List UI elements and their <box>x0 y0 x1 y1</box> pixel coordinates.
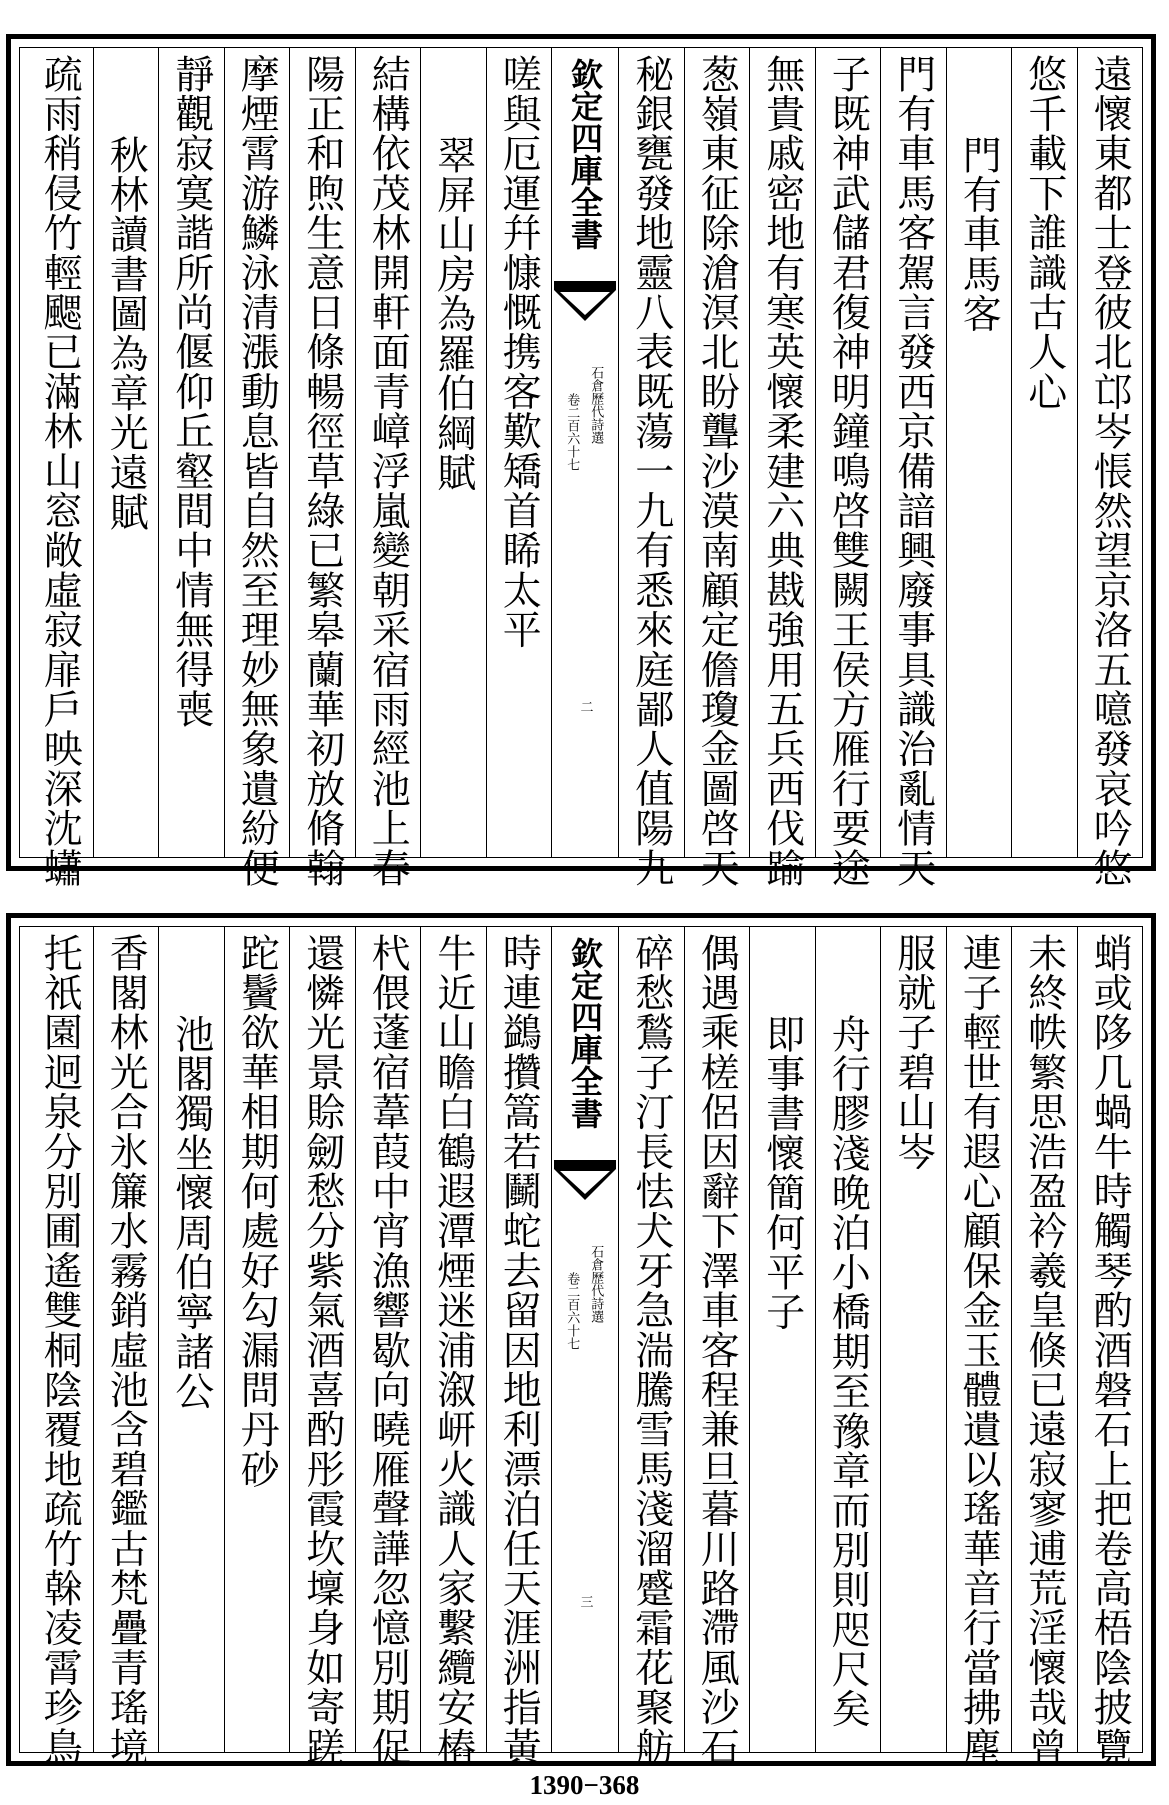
fascicle-number: 卷二百六十七 <box>564 393 580 471</box>
text-frame <box>19 47 1143 888</box>
collection-title: 石倉歷代詩選 <box>588 1245 604 1323</box>
text-column: 陽正和煦生意日條暢徑草綠已繁皋蘭華初放脩翰 <box>289 48 355 857</box>
text-column: 牛近山瞻白鶴遐潭煙迷浦溆岍火識人家繫纜安樁 <box>420 927 486 1752</box>
text-column: 連子輕世有遐心顧保金玉體遺以瑤華音行當拂塵 <box>946 927 1012 1752</box>
text-column: 遠懷東都士登彼北邙岑悵然望京洛五噫發哀吟悠 <box>1077 48 1143 857</box>
text-column: 杙偎蓬宿葦葭中宵漁響歇向曉雁聲譁忽憶別期促 <box>355 927 421 1752</box>
poem-title-column: 即事書懷簡何平子 <box>749 927 815 1752</box>
text-column: 門有車馬客駕言發西京備諳興廢事具識治亂情天 <box>880 48 946 857</box>
text-column: 碎愁鶖子汀長怯犬牙急湍騰雪馬淺溜蹙霜花聚舫 <box>618 927 684 1752</box>
poem-title-column: 門有車馬客 <box>946 48 1012 857</box>
collection-header-label: 欽定四庫全書 <box>566 58 604 250</box>
bottom-folio-page <box>6 913 1156 1766</box>
text-column: 悠千載下誰識古人心 <box>1011 48 1077 857</box>
center-fold-column <box>551 927 618 1752</box>
text-column: 香閣林光合氷簾水霧銷虛池含碧鑑古梵疊青瑤境 <box>93 927 159 1752</box>
fascicle-number: 卷二百六十七 <box>564 1272 580 1350</box>
text-frame <box>19 926 1143 1767</box>
text-column: 秘銀甕發地靈八表既蕩一九有悉來庭鄙人值陽九 <box>618 48 684 857</box>
fish-tail-mark <box>554 1160 616 1212</box>
text-column: 靜觀寂寞諧所尚偃仰丘壑間中情無得喪 <box>158 48 224 857</box>
text-column: 疏雨稍侵竹輕颸已滿林山窓敞虛寂扉戶映深沈蠨 <box>37 54 83 888</box>
text-column: 還憐光景賒劒愁分紫氣酒喜酌彤霞坎壈身如寄蹉 <box>289 927 355 1752</box>
text-column: 子既神武儲君復神明鐘鳴啓雙闕王侯方雁行要途 <box>815 48 881 857</box>
poem-title-column: 池閣獨坐懷周伯寧諸公 <box>158 927 224 1752</box>
text-column: 跎鬢欲華相期何處好勾漏問丹砂 <box>224 927 290 1752</box>
text-column: 無貴戚密地有寒英懷柔建六典戡強用五兵西伐踰 <box>749 48 815 857</box>
text-column: 偶遇乘槎侶因辭下澤車客程兼旦暮川路滯風沙石 <box>684 927 750 1752</box>
page-number: 1390−368 <box>529 1770 640 1800</box>
fish-tail-mark <box>554 281 616 333</box>
text-column: 嗟與厄運幷慷慨携客歎矯首睎太平 <box>486 48 552 857</box>
text-column: 葱嶺東征除滄溟北盼聾沙漠南顧定儋瓊金圖啓天 <box>684 48 750 857</box>
text-column: 服就子碧山岑 <box>880 927 946 1752</box>
folio-number: 二 <box>577 700 593 713</box>
poem-title-column: 翠屏山房為羅伯綱賦 <box>420 48 486 857</box>
folio-number: 三 <box>577 1595 593 1608</box>
text-column: 未終帙繁思浩盈衿羲皇倏已遠寂寥逋荒淫懷哉曾 <box>1011 927 1077 1752</box>
collection-title: 石倉歷代詩選 <box>588 366 604 444</box>
collection-header-label: 欽定四庫全書 <box>566 937 604 1129</box>
text-column: 摩煙霄游鱗泳清漲動息皆自然至理妙無象遺紛便 <box>224 48 290 857</box>
poem-title-column: 秋林讀書圖為章光遠賦 <box>93 48 159 857</box>
text-column: 結構依茂林開軒面青嶂浮嵐變朝采宿雨經池上春 <box>355 48 421 857</box>
text-column: 托祇園迥泉分別圃遙雙桐陰覆地疏竹榦凌霄珍鳥 <box>37 933 83 1767</box>
center-fold-column <box>551 48 618 857</box>
text-column: 時連鷁攢篙若鬭蛇去留因地利漂泊任天涯洲指黃 <box>486 927 552 1752</box>
poem-title-column: 舟行膠淺晚泊小橋期至豫章而別則咫尺矣 <box>815 927 881 1752</box>
top-folio-page <box>6 34 1156 888</box>
text-column: 蛸或陊几蝸牛時觸琴酌酒磐石上把卷高梧陰披覽 <box>1077 927 1143 1752</box>
